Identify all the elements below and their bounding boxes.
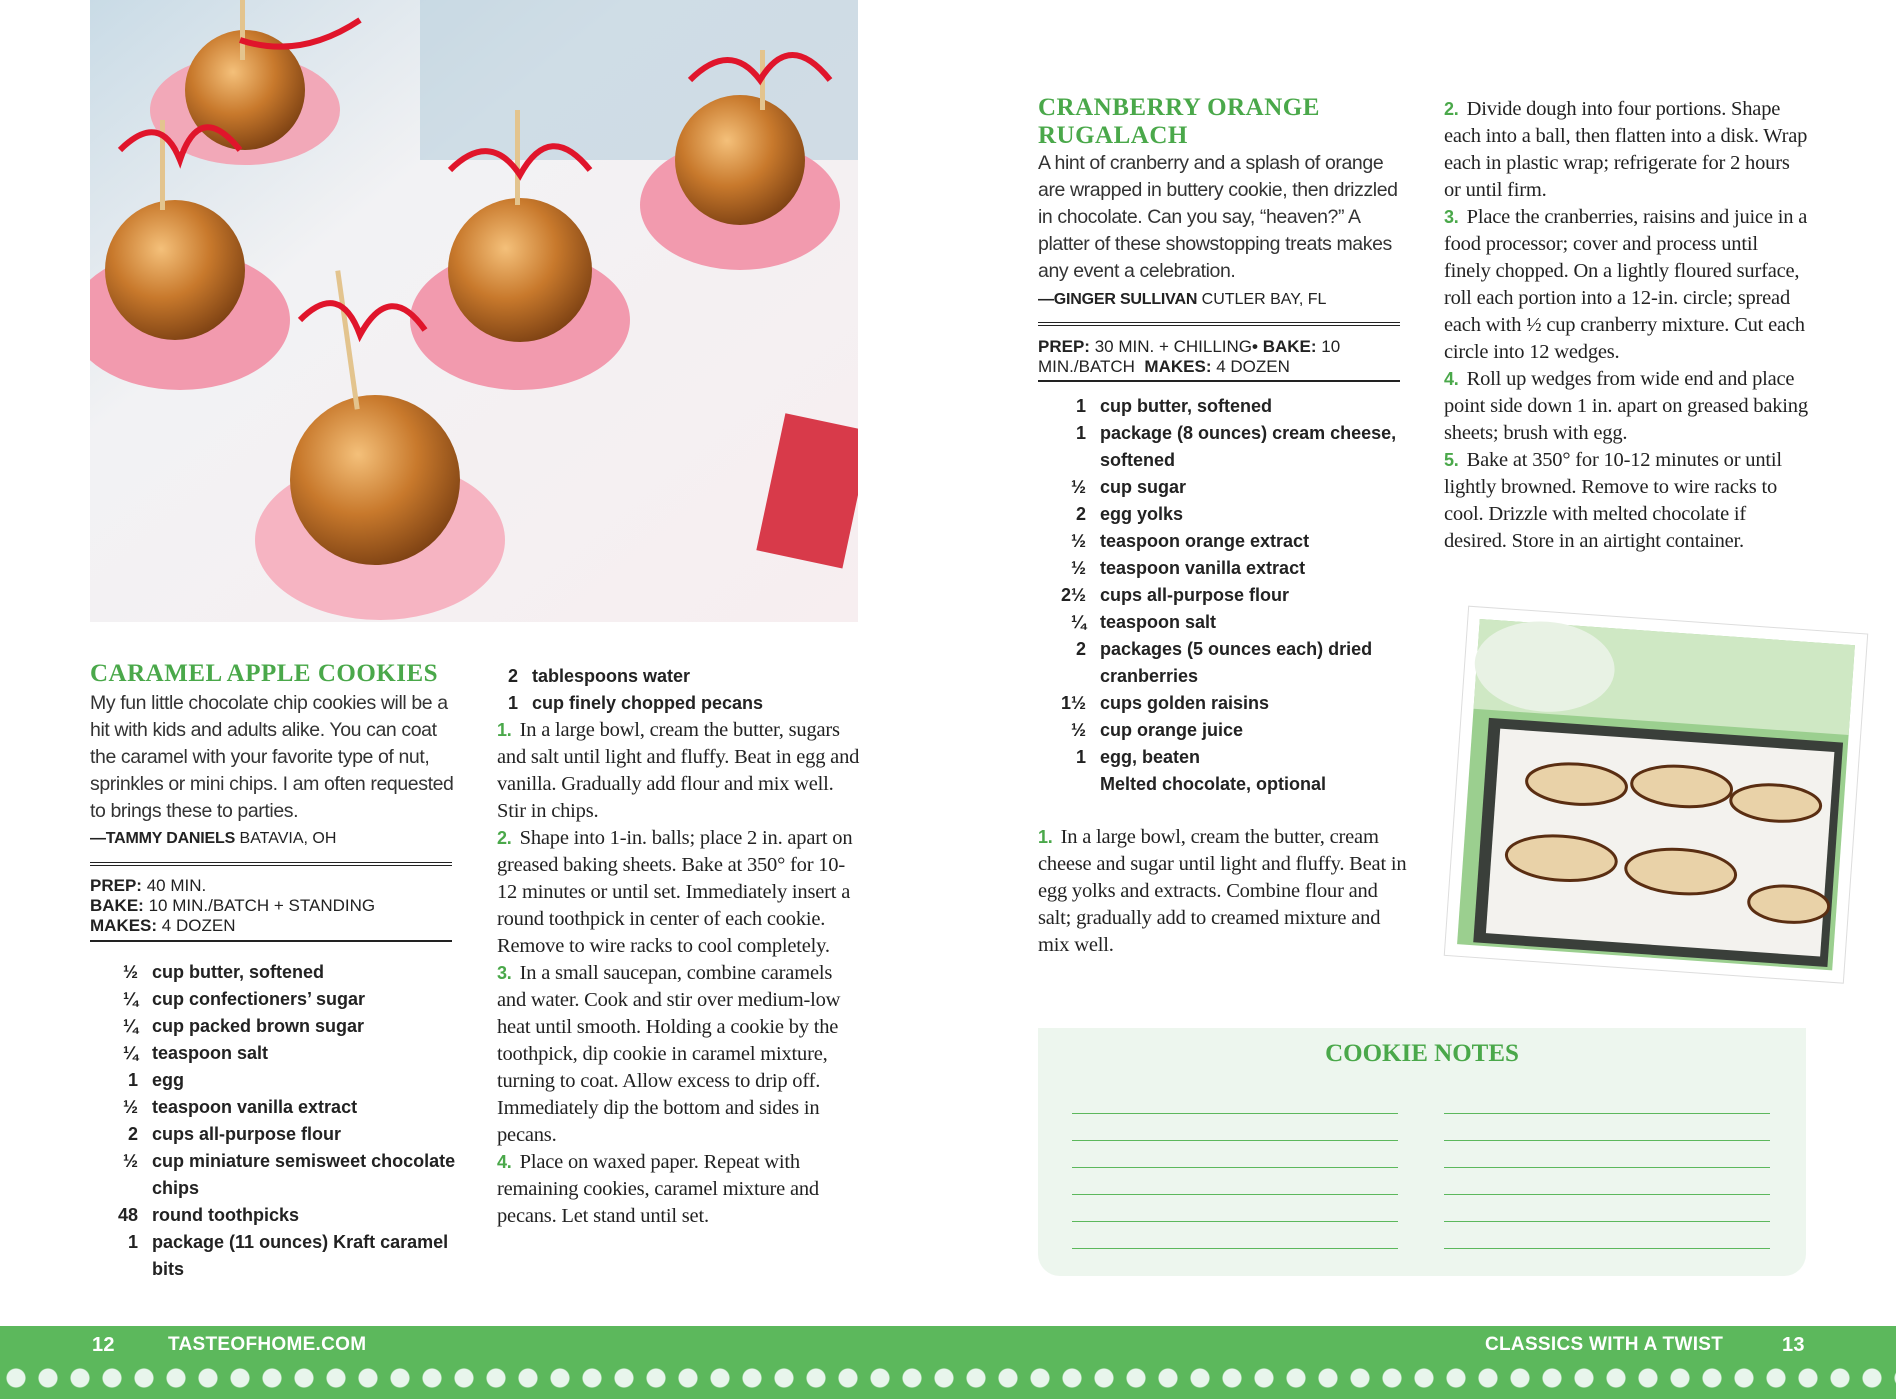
ingredient-qty: ½ [1070, 477, 1086, 497]
direction-step [497, 825, 862, 960]
ingredient-text: cup finely chopped pecans [532, 693, 764, 713]
ingredient-text: cup orange juice [1100, 720, 1244, 740]
caramel-apple-cookies-photo [90, 0, 858, 622]
ingredient-item [470, 663, 850, 690]
ingredient-text: cup packed brown sugar [152, 1016, 365, 1036]
recipe-title-caramel-apple-cookies: CARAMEL APPLE COOKIES [90, 660, 439, 687]
page-footer [0, 1326, 1896, 1399]
directions [497, 717, 862, 1230]
note-line [1444, 1113, 1770, 1114]
direction-step [497, 1149, 862, 1230]
title-line-2: RUGALACH [1038, 122, 1188, 149]
note-line [1072, 1113, 1398, 1114]
recipe-meta [90, 876, 460, 936]
direction-step [1444, 447, 1809, 555]
ingredient-qty: ½ [1070, 531, 1086, 551]
ingredient-item [1038, 555, 1408, 582]
cookie-notes-box [1038, 1028, 1806, 1276]
ingredient-item [90, 1202, 460, 1229]
prep-value: 40 MIN. [146, 876, 207, 895]
ingredient-text: packages (5 ounces each) dried cranberries [1100, 639, 1373, 686]
directions [1444, 96, 1809, 555]
divider [90, 862, 452, 866]
direction-step [1444, 96, 1809, 204]
prep-label: PREP: [1038, 337, 1090, 356]
ingredient-qty: 2 [507, 666, 518, 686]
byline-name: —TAMMY DANIELS [90, 830, 236, 847]
ingredient-item [1038, 771, 1408, 798]
direction-step [497, 960, 862, 1149]
step-number: 4. [1444, 369, 1459, 389]
ingredient-item [90, 1040, 460, 1067]
ingredient-item [90, 959, 460, 986]
step-text: Place on waxed paper. Repeat with remaining cookies, caramel mixture and pecans. Let stand until set. [497, 1151, 819, 1227]
step-text: In a large bowl, cream the butter, cream cheese and sugar until light and fluffy. Beat in egg yolks and extracts. Combine flour and salt; gradually add to creamed mixture and mix well. [1038, 826, 1407, 956]
divider [90, 940, 452, 942]
step-text: Shape into 1-in. balls; place 2 in. apart on greased baking sheets. Bake at 350° for 10-12 minutes or until set. Immediately insert a round toothpick in center of each cookie. Remove to wire racks to cool completely. [497, 827, 853, 957]
note-line [1072, 1221, 1398, 1222]
recipe-intro: A hint of cranberry and a splash of orange are wrapped in buttery cookie, then drizzled in chocolate. Can you say, “heaven?” A platter of these showstopping treats makes any event a celebration. [1038, 152, 1398, 282]
directions [1038, 824, 1413, 959]
ingredient-item [90, 1148, 460, 1202]
ingredient-qty: ¼ [122, 1016, 138, 1036]
direction-step [497, 717, 862, 825]
ingredient-qty: 2½ [1060, 585, 1086, 605]
step-number: 5. [1444, 450, 1459, 470]
ingredient-qty [1038, 771, 1100, 798]
step-text: In a small saucepan, combine caramels and water. Cook and stir over medium-low heat until smooth. Holding a cookie by the toothpick, dip cookie in caramel mixture, turning to coat. Allow excess to drip off. Immediately dip the bottom and sides in pecans. [497, 962, 841, 1146]
ingredient-qty: 1 [1075, 396, 1086, 416]
ingredient-item [1038, 609, 1408, 636]
step-text: Divide dough into four portions. Shape each into a ball, then flatten into a disk. Wrap each in plastic wrap; refrigerate for 2 hours or until firm. [1444, 98, 1808, 201]
ingredient-item [470, 690, 850, 717]
ingredient-text: egg [152, 1070, 185, 1090]
ingredient-text: cups golden raisins [1100, 693, 1270, 713]
ingredient-text: egg yolks [1100, 504, 1184, 524]
step-number: 2. [1444, 99, 1459, 119]
divider [1038, 322, 1400, 326]
ingredient-text: teaspoon vanilla extract [152, 1097, 358, 1117]
ingredient-text: package (8 ounces) cream cheese, softened [1100, 423, 1397, 470]
ingredient-text: cup butter, softened [152, 962, 325, 982]
recipe-byline [1038, 289, 1408, 311]
ingredient-text: cups all-purpose flour [152, 1124, 342, 1144]
prep-label: PREP: [90, 876, 142, 895]
note-line [1072, 1194, 1398, 1195]
ingredient-text: tablespoons water [532, 666, 691, 686]
direction-step [1444, 366, 1809, 447]
makes-label: MAKES: [1144, 357, 1212, 376]
direction-step [1038, 824, 1413, 959]
makes-label: MAKES: [90, 916, 158, 935]
ingredient-item [1038, 393, 1408, 420]
step-text: Bake at 350° for 10-12 minutes or until lightly browned. Remove to wire racks to cool. Drizzle with melted chocolate if desired. Store in an airtight container. [1444, 449, 1782, 552]
ingredient-qty: 1 [1075, 423, 1086, 443]
prep-value: 30 MIN. + CHILLING [1094, 337, 1253, 356]
ingredient-text: cups all-purpose flour [1100, 585, 1290, 605]
ingredient-text: egg, beaten [1100, 747, 1201, 767]
ingredient-item [1038, 744, 1408, 771]
byline-name: —GINGER SULLIVAN [1038, 291, 1198, 308]
ingredient-item [90, 986, 460, 1013]
note-line [1072, 1248, 1398, 1249]
ingredient-item [1038, 636, 1408, 690]
bake-value: 10 MIN./BATCH + STANDING [148, 896, 376, 915]
note-line [1072, 1140, 1398, 1141]
page-number-left: 12 [92, 1334, 115, 1356]
ingredient-qty: ½ [1070, 558, 1086, 578]
bake-label: BAKE: [1262, 337, 1317, 356]
bake-value: 10 MIN./BATCH [1038, 337, 1341, 376]
recipe-meta [1038, 337, 1400, 377]
step-number: 1. [497, 720, 512, 740]
ingredient-qty: ½ [122, 962, 138, 982]
ingredient-item [1038, 690, 1408, 717]
ingredient-text: teaspoon orange extract [1100, 531, 1310, 551]
ingredient-qty: 2 [1075, 639, 1086, 659]
ingredient-qty: 1 [1075, 747, 1086, 767]
step-text: Place the cranberries, raisins and juice in a food processor; cover and process until finely chopped. On a lightly floured surface, roll each portion into a 12-in. circle; spread each with ½ cup cranberry mixture. Cut each circle into 12 wedges. [1444, 206, 1808, 363]
step-number: 3. [497, 963, 512, 983]
recipe-title-cranberry-orange-rugalach [1038, 94, 1418, 150]
ingredient-qty: 1 [127, 1070, 138, 1090]
ingredient-item [1038, 582, 1408, 609]
bake-label: BAKE: [90, 896, 144, 915]
page-number-right: 13 [1782, 1334, 1805, 1356]
footer-polka-dots [0, 1362, 1896, 1399]
note-line [1444, 1167, 1770, 1168]
ingredient-qty: 48 [117, 1205, 138, 1225]
ingredient-qty: ¼ [1070, 612, 1086, 632]
ingredient-item [90, 1067, 460, 1094]
byline-place: CUTLER BAY, FL [1201, 291, 1327, 308]
ingredient-text: teaspoon salt [1100, 612, 1217, 632]
section-name: CLASSICS WITH A TWIST [1485, 1334, 1724, 1355]
rugalach-photo [1455, 620, 1865, 998]
ingredient-text: cup miniature semisweet chocolate chips [152, 1151, 456, 1198]
notes-title: COOKIE NOTES [1325, 1040, 1519, 1067]
step-text: Roll up wedges from wide end and place point side down 1 in. apart on greased baking sheets; brush with egg. [1444, 368, 1808, 444]
ingredient-qty: ½ [122, 1097, 138, 1117]
ingredient-item [1038, 420, 1408, 474]
makes-value: 4 DOZEN [161, 916, 236, 935]
step-number: 1. [1038, 827, 1053, 847]
ingredient-text: cup butter, softened [1100, 396, 1273, 416]
recipe-byline [90, 828, 460, 850]
ingredient-text: cup sugar [1100, 477, 1187, 497]
ingredient-qty: 1½ [1060, 693, 1086, 713]
ingredient-item [90, 1121, 460, 1148]
note-line [1444, 1221, 1770, 1222]
direction-step [1444, 204, 1809, 366]
recipe-intro: My fun little chocolate chip cookies will be a hit with kids and adults alike. You can coat the caramel with your favorite type of nut, sprinkles or mini chips. I am often requested to brings these to parties. [90, 692, 454, 822]
step-number: 2. [497, 828, 512, 848]
ingredient-list [1038, 393, 1408, 798]
ingredient-item [90, 1013, 460, 1040]
ingredient-text: Melted chocolate, optional [1100, 774, 1327, 794]
ingredient-item [1038, 717, 1408, 744]
divider [1038, 380, 1400, 382]
ingredient-item [1038, 528, 1408, 555]
ingredient-text: round toothpicks [152, 1205, 299, 1225]
ingredient-list [90, 959, 460, 1283]
ingredient-list [470, 663, 850, 717]
ingredient-text: teaspoon salt [152, 1043, 269, 1063]
ingredient-item [90, 1229, 460, 1283]
ingredient-item [90, 1094, 460, 1121]
site-name: TASTEOFHOME.COM [168, 1334, 367, 1355]
note-line [1072, 1167, 1398, 1168]
ingredient-text: teaspoon vanilla extract [1100, 558, 1306, 578]
note-line [1444, 1194, 1770, 1195]
byline-place: BATAVIA, OH [239, 830, 337, 847]
step-number: 3. [1444, 207, 1459, 227]
bullet: • [1252, 337, 1258, 356]
makes-value: 4 DOZEN [1216, 357, 1290, 376]
ingredient-qty: 2 [1075, 504, 1086, 524]
note-line [1444, 1140, 1770, 1141]
ingredient-qty: 1 [127, 1232, 138, 1252]
ingredient-qty: ¼ [122, 989, 138, 1009]
step-number: 4. [497, 1152, 512, 1172]
ingredient-qty: 1 [507, 693, 518, 713]
ingredient-qty: ½ [1070, 720, 1086, 740]
ingredient-text: cup confectioners’ sugar [152, 989, 366, 1009]
ingredient-qty: ¼ [122, 1043, 138, 1063]
ingredient-qty: ½ [122, 1151, 138, 1171]
title-line-1: CRANBERRY ORANGE [1038, 94, 1320, 121]
step-text: In a large bowl, cream the butter, sugars and salt until light and fluffy. Beat in egg and vanilla. Gradually add flour and mix well. Stir in chips. [497, 719, 860, 822]
ingredient-item [1038, 501, 1408, 528]
ingredient-text: package (11 ounces) Kraft caramel bits [152, 1232, 449, 1279]
ingredient-item [1038, 474, 1408, 501]
ingredient-qty: 2 [127, 1124, 138, 1144]
note-line [1444, 1248, 1770, 1249]
